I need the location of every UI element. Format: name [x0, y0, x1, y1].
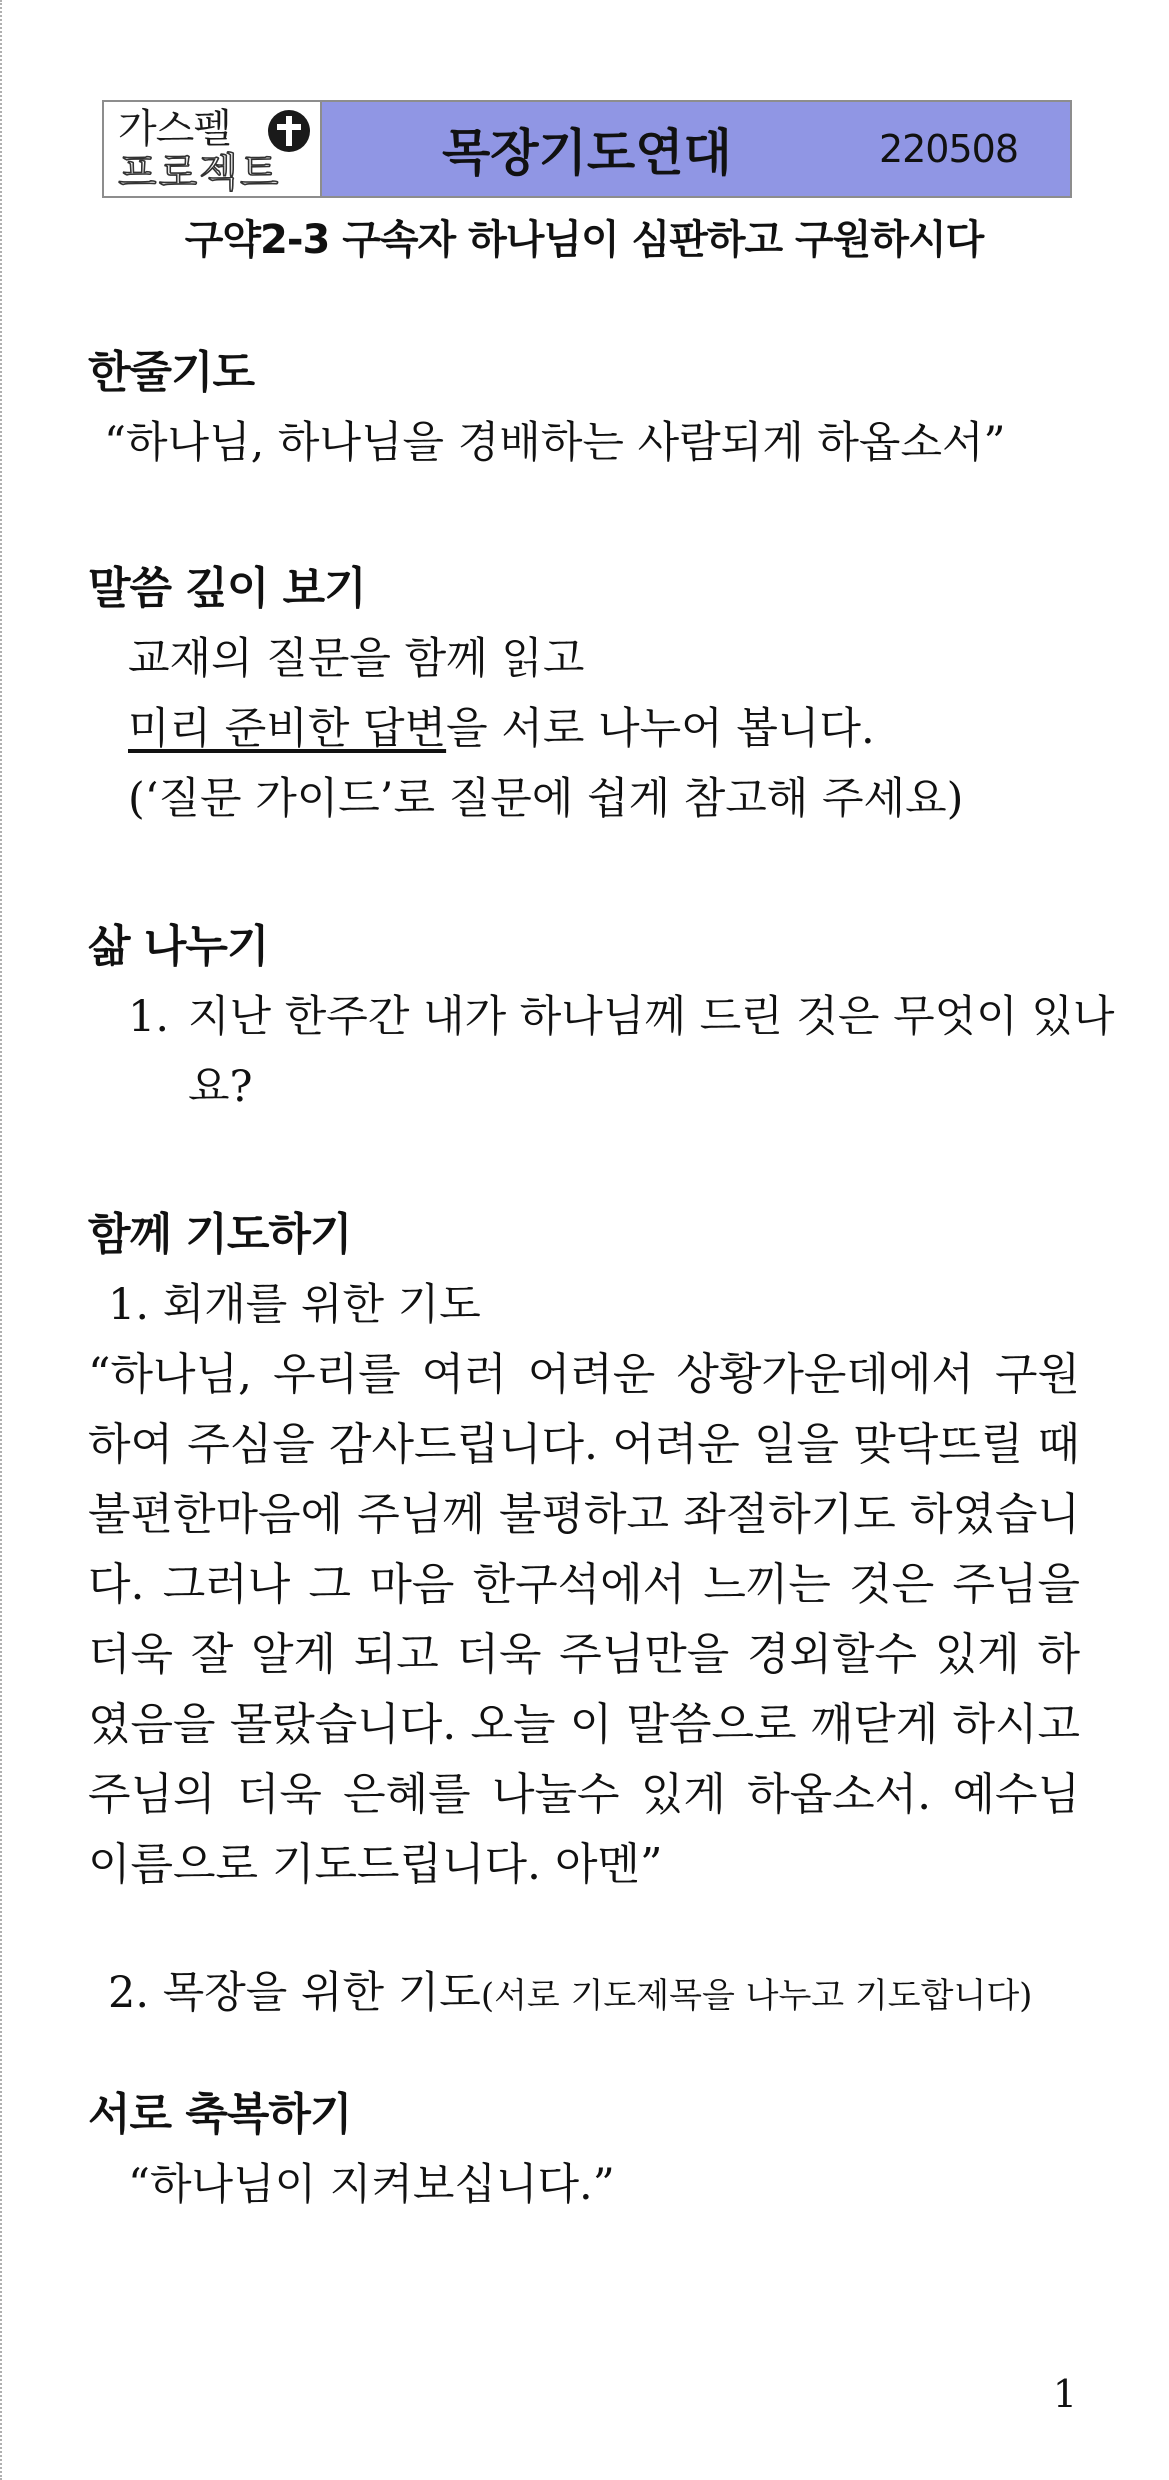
header-banner — [102, 100, 1072, 198]
word-deep-line3: (‘질문 가이드’로 질문에 쉽게 참고해 주세요) — [128, 774, 964, 824]
header-date: 220508 — [878, 127, 1018, 171]
life-sharing-item1-line1: 지난 한주간 내가 하나님께 드린 것은 무엇이 있나 — [188, 992, 1115, 1042]
page-left-border — [0, 0, 2, 2480]
word-deep-line2-rest: 을 서로 나누어 봅니다. — [446, 704, 875, 754]
life-sharing-item1-number: 1. — [128, 992, 170, 1042]
gospel-project-logo — [104, 102, 322, 196]
logo-text-line1: 가스펠 — [118, 106, 231, 152]
header-title: 목장기도연대 — [442, 124, 732, 182]
cell-prayer-item — [108, 1964, 1032, 2025]
section-heading-one-line-prayer: 한줄기도 — [88, 347, 255, 398]
bless-text: “하나님이 지켜보십니다.” — [128, 2160, 615, 2210]
section-heading-life-sharing: 삶 나누기 — [88, 921, 269, 972]
cell-prayer-note: (서로 기도제목을 나누고 기도합니다) — [480, 1976, 1033, 2016]
page-number: 1 — [1052, 2372, 1077, 2416]
logo-text-line2: 프로젝트 — [118, 150, 281, 196]
document-page — [88, 96, 1115, 2416]
word-deep-line1: 교재의 질문을 함께 읽고 — [128, 634, 585, 684]
section-heading-pray-together: 함께 기도하기 — [88, 1209, 352, 1260]
one-line-prayer-text: “하나님, 하나님을 경배하는 사람되게 하옵소서” — [104, 418, 1006, 468]
cell-prayer-title: 2. 목장을 위한 기도 — [108, 1968, 481, 2018]
section-heading-bless: 서로 축복하기 — [88, 2089, 352, 2140]
header-title-band — [322, 102, 1070, 196]
word-deep-line2 — [128, 700, 875, 758]
repentance-prayer-paragraph: “하나님, 우리를 여러 어려운 상황가운데에서 구원하여 주심을 감사드립니다. 어려운 일을 맞닥뜨릴 때 불편한마음에 주님께 불평하고 좌절하기도 하였습니다. 그러나 그 마음 한구석에서 느끼는 것은 주님을 더욱 잘 알게 되고 더욱 주님만을 경외할수 있게 하였음을 몰랐습니다. 오늘 이 말씀으로 깨닫게 하시고 주님의 더욱 은혜를 나눌수 있게 하옵소서. 예수님 이름으로 기도드립니다. 아멘” — [88, 1349, 1080, 1890]
cross-icon — [268, 110, 310, 152]
life-sharing-item1-line2: 요? — [188, 1062, 253, 1112]
lesson-subtitle: 구약2-3 구속자 하나님이 심판하고 구원하시다 — [184, 217, 984, 263]
prepared-answer-underlined: 미리 준비한 답변 — [128, 704, 447, 754]
repentance-prayer-title: 1. 회개를 위한 기도 — [108, 1280, 481, 1330]
section-heading-word-deep: 말씀 깊이 보기 — [88, 563, 366, 614]
